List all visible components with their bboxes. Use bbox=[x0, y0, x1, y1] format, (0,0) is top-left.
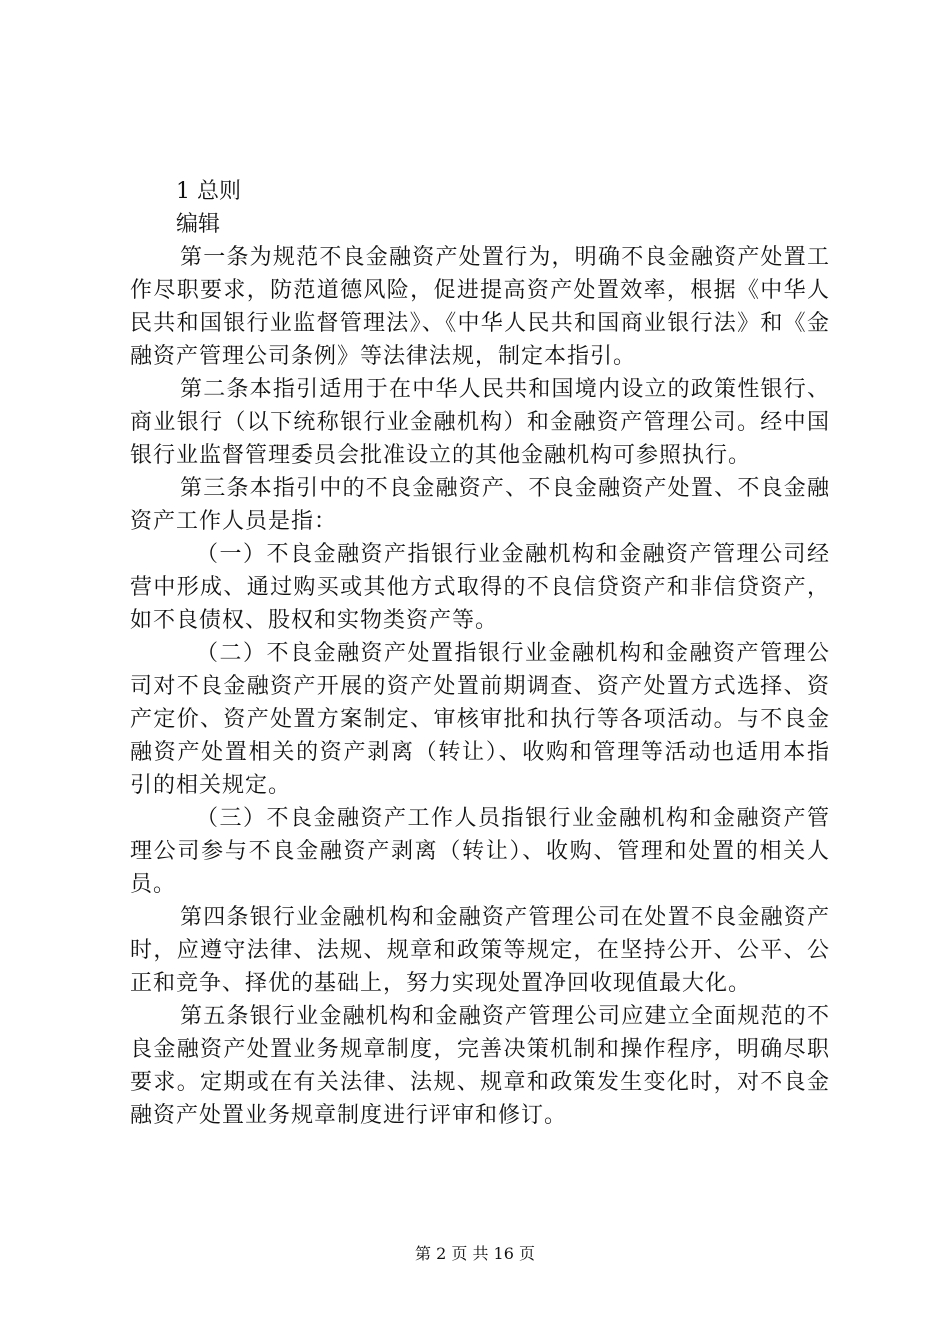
article-3: 第三条本指引中的不良金融资产、不良金融资产处置、不良金融资产工作人员是指： bbox=[130, 476, 830, 534]
article-2: 第二条本指引适用于在中华人民共和国境内设立的政策性银行、商业银行（以下统称银行业金融机构）和金融资产管理公司。经中国银行业监督管理委员会批准设立的其他金融机构可参照执行。 bbox=[130, 377, 830, 468]
edit-link[interactable]: 编辑 bbox=[176, 212, 221, 237]
article-3-item-2: （二）不良金融资产处置指银行业金融机构和金融资产管理公司对不良金融资产开展的资产处置前期调查、资产处置方式选择、资产定价、资产处置方案制定、审核审批和执行等各项活动。与不良金融资产处置相关的资产剥离（转让）、收购和管理等活动也适用本指引的相关规定。 bbox=[130, 641, 830, 798]
page-number-footer: 第 2 页 共 16 页 bbox=[415, 1244, 535, 1263]
article-3-item-1: （一）不良金融资产指银行业金融机构和金融资产管理公司经营中形成、通过购买或其他方式取得的不良信贷资产和非信贷资产，如不良债权、股权和实物类资产等。 bbox=[130, 542, 830, 633]
section-title: 1 总则 bbox=[176, 179, 241, 204]
article-5: 第五条银行业金融机构和金融资产管理公司应建立全面规范的不良金融资产处置业务规章制度，完善决策机制和操作程序，明确尽职要求。定期或在有关法律、法规、规章和政策发生变化时，对不良金融资产处置业务规章制度进行评审和修订。 bbox=[130, 1004, 830, 1128]
article-4: 第四条银行业金融机构和金融资产管理公司在处置不良金融资产时，应遵守法律、法规、规章和政策等规定，在坚持公开、公平、公正和竞争、择优的基础上，努力实现处置净回收现值最大化。 bbox=[130, 905, 830, 996]
article-3-item-3: （三）不良金融资产工作人员指银行业金融机构和金融资产管理公司参与不良金融资产剥离（转让）、收购、管理和处置的相关人员。 bbox=[130, 806, 830, 897]
article-1: 第一条为规范不良金融资产处置行为，明确不良金融资产处置工作尽职要求，防范道德风险，促进提高资产处置效率，根据《中华人民共和国银行业监督管理法》、《中华人民共和国商业银行法》和《金融资产管理公司条例》等法律法规，制定本指引。 bbox=[130, 245, 830, 369]
document-body bbox=[130, 175, 830, 1132]
